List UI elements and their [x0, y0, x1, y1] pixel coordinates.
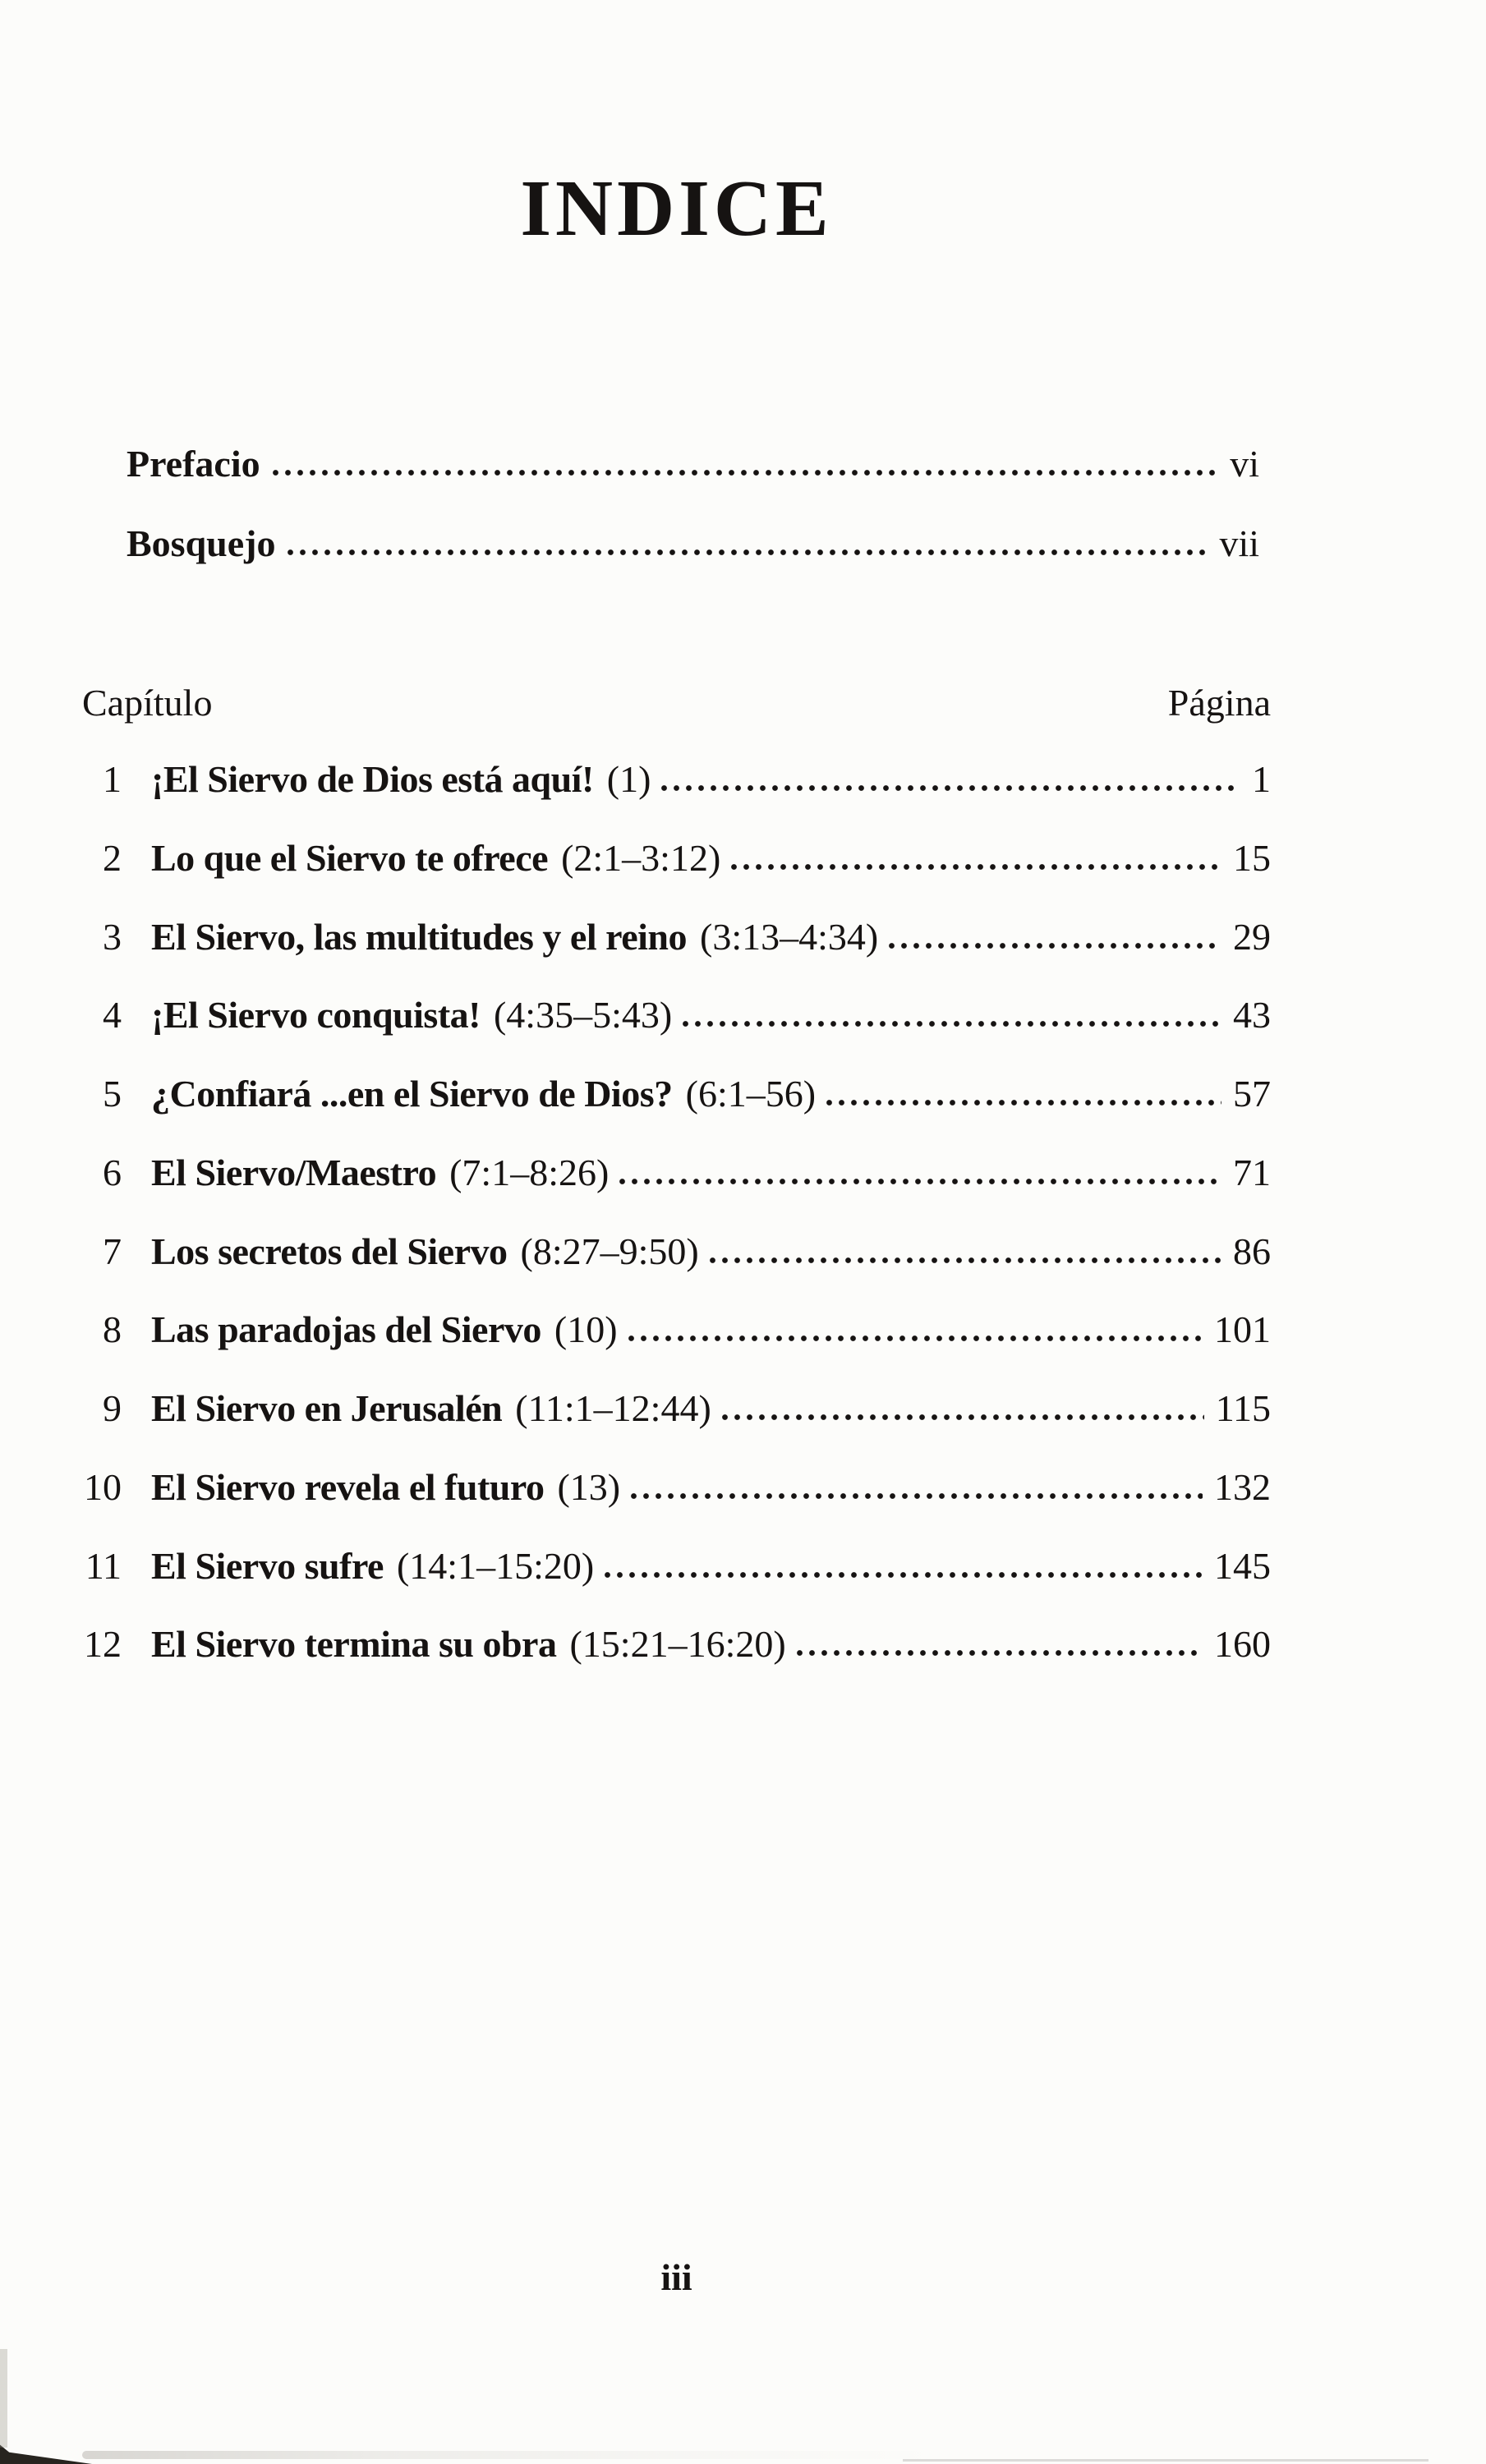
toc-row — [82, 917, 1271, 958]
chapter-reference: (4:35–5:43) — [493, 994, 673, 1037]
front-matter-page-number: vi — [1230, 443, 1259, 485]
chapter-number: 3 — [103, 915, 122, 958]
chapter-number: 7 — [103, 1230, 122, 1272]
toc-row — [82, 1389, 1271, 1429]
toc-column-page: Página — [1167, 682, 1271, 724]
front-matter-label: Prefacio — [127, 443, 260, 485]
dot-leader — [682, 1020, 1221, 1027]
chapter-page-number: 115 — [1215, 1387, 1271, 1429]
page-content — [82, 0, 1271, 1703]
chapter-reference: (13) — [557, 1465, 621, 1508]
chapter-number: 8 — [103, 1308, 122, 1351]
toc-row — [82, 1310, 1271, 1350]
footer-page-number: iii — [660, 2256, 692, 2298]
front-matter-label: Bosquejo — [127, 522, 276, 564]
front-matter-page-number: vii — [1219, 522, 1259, 564]
dot-leader — [709, 1257, 1221, 1264]
chapter-reference: (11:1–12:44) — [515, 1387, 711, 1429]
chapter-title: Lo que el Siervo te ofrece — [151, 836, 549, 879]
dot-leader — [619, 1178, 1221, 1185]
chapter-title: El Siervo en Jerusalén — [151, 1387, 503, 1429]
dot-leader — [287, 549, 1206, 556]
chapter-title: ¡El Siervo de Dios está aquí! — [151, 758, 594, 800]
chapter-title: Los secretos del Siervo — [151, 1230, 508, 1272]
toc-column-chapter: Capítulo — [82, 682, 213, 724]
chapter-reference: (2:1–3:12) — [561, 836, 721, 879]
toc-row — [82, 1153, 1271, 1193]
chapter-page-number: 132 — [1214, 1465, 1271, 1508]
chapter-reference: (10) — [554, 1308, 618, 1351]
chapter-page-number: 29 — [1233, 915, 1271, 958]
dot-leader — [721, 1414, 1204, 1421]
chapter-page-number: 15 — [1233, 836, 1271, 879]
chapter-page-number: 160 — [1214, 1623, 1271, 1666]
dot-leader — [604, 1571, 1203, 1579]
chapter-page-number: 145 — [1214, 1544, 1271, 1587]
dot-leader — [888, 942, 1221, 949]
chapter-number: 1 — [103, 758, 122, 800]
chapter-number: 4 — [103, 994, 122, 1037]
dot-leader — [630, 1492, 1203, 1500]
dot-leader — [660, 784, 1240, 792]
chapter-title: ¡El Siervo conquista! — [151, 994, 481, 1037]
chapter-page-number: 101 — [1214, 1308, 1271, 1351]
toc-row — [82, 760, 1271, 800]
front-matter-list — [82, 445, 1271, 563]
dot-leader — [272, 469, 1217, 476]
chapter-number: 2 — [103, 836, 122, 879]
chapter-reference: (15:21–16:20) — [569, 1623, 786, 1666]
toc-row — [82, 1074, 1271, 1115]
chapter-reference: (6:1–56) — [685, 1073, 817, 1115]
toc-row — [82, 1465, 1271, 1508]
chapter-title: El Siervo termina su obra — [151, 1623, 557, 1666]
scan-artifact-bottomline — [903, 2459, 1428, 2462]
chapter-number: 5 — [103, 1073, 122, 1115]
chapter-page-number: 57 — [1233, 1073, 1271, 1115]
chapter-number: 10 — [84, 1465, 122, 1508]
chapter-title: ¿Confiará ...en el Siervo de Dios? — [151, 1073, 673, 1115]
chapter-title: El Siervo sufre — [151, 1544, 384, 1587]
chapter-number: 6 — [103, 1151, 122, 1193]
dot-leader — [826, 1099, 1221, 1106]
dot-leader — [628, 1335, 1203, 1342]
front-matter-row — [127, 522, 1259, 564]
chapter-number: 11 — [85, 1544, 122, 1587]
chapter-number: 12 — [84, 1623, 122, 1666]
toc-header — [82, 684, 1271, 722]
page-title: INDICE — [520, 164, 833, 252]
dot-leader — [730, 863, 1221, 871]
chapter-title: El Siervo revela el futuro — [151, 1465, 545, 1508]
dot-leader — [796, 1649, 1203, 1657]
toc-row — [82, 995, 1271, 1036]
scan-artifact-edge — [0, 2349, 7, 2448]
chapter-title: El Siervo/Maestro — [151, 1151, 437, 1193]
front-matter-row — [127, 445, 1259, 483]
scan-artifact-corner — [0, 2443, 92, 2464]
chapter-page-number: 1 — [1252, 758, 1271, 800]
chapter-page-number: 71 — [1233, 1151, 1271, 1193]
chapter-reference: (1) — [606, 758, 651, 800]
chapter-title: Las paradojas del Siervo — [151, 1308, 541, 1351]
chapter-number: 9 — [103, 1387, 122, 1429]
scan-artifact-smudge — [82, 2451, 945, 2459]
toc-row — [82, 1232, 1271, 1272]
chapter-reference: (8:27–9:50) — [520, 1230, 699, 1272]
toc-row — [82, 1544, 1271, 1587]
chapter-title: El Siervo, las multitudes y el reino — [151, 915, 687, 958]
chapter-list — [82, 760, 1271, 1665]
chapter-reference: (3:13–4:34) — [700, 915, 879, 958]
chapter-page-number: 86 — [1233, 1230, 1271, 1272]
chapter-reference: (14:1–15:20) — [396, 1544, 595, 1587]
toc-row — [82, 1625, 1271, 1665]
chapter-page-number: 43 — [1233, 994, 1271, 1037]
toc-row — [82, 836, 1271, 879]
chapter-reference: (7:1–8:26) — [449, 1151, 610, 1193]
